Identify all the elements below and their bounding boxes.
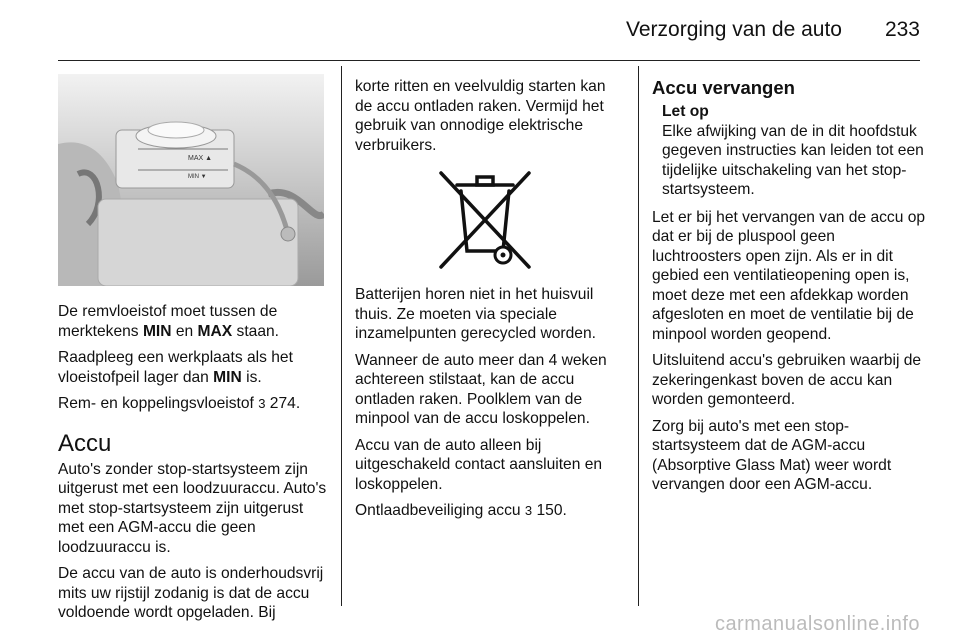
- ignition-paragraph: Accu van de auto alleen bij uitgeschakeld contact aansluiten en loskoppelen.: [355, 436, 603, 493]
- recycling-paragraph: Batterijen horen niet in het huisvuil thuis. Ze moeten via speciale inzamelpunten gerecycled worden.: [355, 286, 596, 342]
- accu-maintenance-paragraph: De accu van de auto is onderhoudsvrij mits uw rijstijl zodanig is dat de accu voldoende wordt opgeladen. Bij: [58, 565, 324, 621]
- long-standstill-paragraph: Wanneer de auto meer dan 4 weken achtereen stilstaat, kan de accu ontladen raken. Poolklem van de minpool van de accu loskoppelen.: [355, 351, 607, 427]
- watermark: carmanualsonline.info: [714, 613, 920, 635]
- accu-intro-paragraph: Auto's zonder stop-startsysteem zijn uitgerust met een loodzuuraccu. Auto's met stop-startsysteem zijn uitgerust met een AGM-accu die geen loodzuuraccu is.: [58, 460, 327, 556]
- page-ref-arrow-icon: 3: [258, 396, 266, 411]
- caution-note: [652, 102, 927, 200]
- workshop-paragraph: Raadpleeg een werkplaats als het vloeistofpeil lager dan MIN is.: [58, 349, 293, 386]
- page-ref-arrow-icon: 3: [524, 503, 533, 518]
- column-divider-1: [341, 66, 342, 606]
- column-2-text: [355, 77, 627, 528]
- fuse-box-paragraph: Uitsluitend accu's gebruiken waarbij de zekeringenkast boven de accu kan worden gemonteerd.: [652, 352, 922, 408]
- max-label: MAX ▲: [188, 155, 213, 162]
- note-text: Elke afwijking van de in dit hoofdstuk gegeven instructies kan leiden tot een tijdelijke uitschakeling van het stop- startsysteem.: [662, 122, 924, 198]
- discharge-protection-paragraph: Ontlaadbeveiliging accu 3 150.: [355, 502, 567, 519]
- column-3-text: [652, 77, 927, 502]
- subheading-accu-vervangen: Accu vervangen: [652, 77, 795, 98]
- min-label: MIN ▼: [188, 174, 207, 180]
- ventilation-paragraph: Let er bij het vervangen van de accu op dat er bij de pluspool geen luchtroosters open zijn. Als er in dit gebied een ventilatieopening open is, moet deze met een afdekkap worden afgesloten en moet de ventilatie bij de minpool worden geopend.: [652, 208, 926, 343]
- brake-fluid-reservoir-photo: [58, 74, 324, 286]
- reference-paragraph: Rem- en koppelingsvloeistof 3 274.: [58, 395, 301, 412]
- column-divider-2: [638, 66, 639, 606]
- brake-fluid-paragraph: De remvloeistof moet tussen de merktekens MIN en MAX staan.: [58, 303, 280, 340]
- note-title: Let op: [662, 103, 709, 120]
- header-divider: [58, 60, 920, 61]
- header-title: Verzorging van de auto: [626, 18, 842, 41]
- short-trips-paragraph: korte ritten en veelvuldig starten kan de accu ontladen raken. Vermijd het gebruik van onnodige elektrische verbruikers.: [355, 78, 606, 154]
- agm-paragraph: Zorg bij auto's met een stop-startsysteem dat de AGM-accu (Absorptive Glass Mat) weer wordt vervangen door een AGM-accu.: [652, 417, 892, 493]
- column-1-text: [58, 302, 330, 630]
- section-title-accu: Accu: [58, 429, 112, 457]
- crossed-out-wheelie-bin-icon: [435, 167, 535, 271]
- page-number: 233: [884, 18, 920, 41]
